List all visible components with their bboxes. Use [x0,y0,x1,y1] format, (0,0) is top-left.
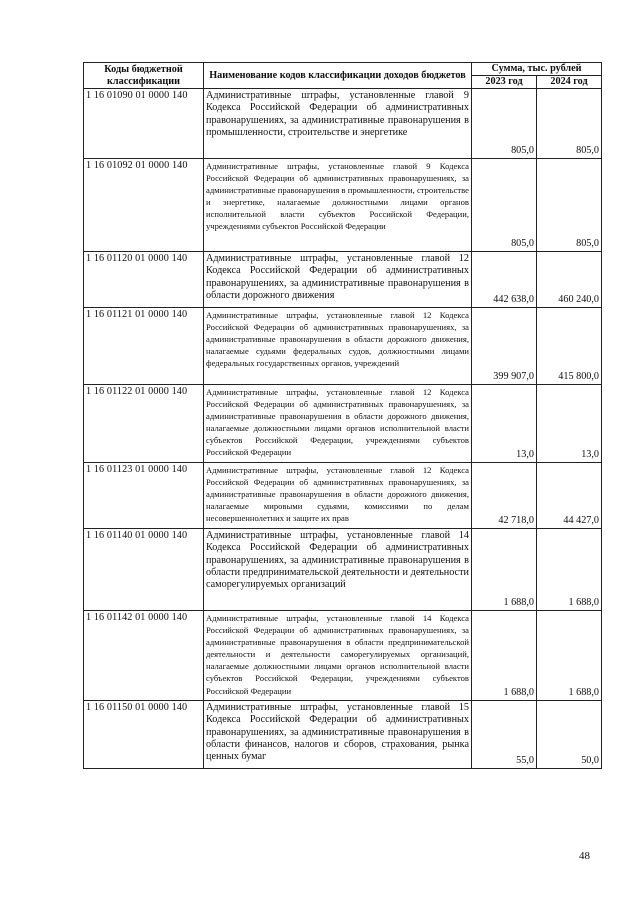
row-value-2023: 1 688,0 [472,529,537,611]
table-row [84,463,602,529]
row-name: Административные штрафы, установленные главой 12 Кодекса Российской Федерации об административных правонарушениях, за административные правонарушения в области дорожного движения, налагаемые мировыми судьями, комиссиями по делам несовершеннолетних и защите их прав [204,463,472,529]
row-value-2024: 1 688,0 [537,611,602,701]
table-row [84,385,602,463]
header-name: Наименование кодов классификации доходов бюджетов [204,63,472,89]
row-name: Административные штрафы, установленные главой 14 Кодекса Российской Федерации об административных правонарушениях, за административные правонарушения в области предпринимательской деятельности и деятельности саморегулируемых организаций, налагаемые должностными лицами органов исполнительной власти субъектов Российской Федерации, учреждениями субъектов Российской Федерации [204,611,472,701]
row-code: 1 16 01090 01 0000 140 [84,89,204,159]
row-value-2024: 415 800,0 [537,308,602,385]
row-code: 1 16 01122 01 0000 140 [84,385,204,463]
row-name: Административные штрафы, установленные главой 9 Кодекса Российской Федерации об административных правонарушениях, за административные правонарушения в промышленности, строительстве и энергетике [204,89,472,159]
row-code: 1 16 01140 01 0000 140 [84,529,204,611]
table-row [84,529,602,611]
row-code: 1 16 01142 01 0000 140 [84,611,204,701]
row-value-2024: 44 427,0 [537,463,602,529]
row-code: 1 16 01121 01 0000 140 [84,308,204,385]
table-row [84,308,602,385]
table-row [84,252,602,308]
row-value-2024: 50,0 [537,701,602,769]
table-row [84,611,602,701]
row-name: Административные штрафы, установленные главой 14 Кодекса Российской Федерации об административных правонарушениях, за административные правонарушения в области предпринимательской деятельности и деятельности саморегулируемых организаций [204,529,472,611]
row-value-2023: 13,0 [472,385,537,463]
header-year-2024: 2024 год [537,76,602,89]
row-code: 1 16 01150 01 0000 140 [84,701,204,769]
row-value-2023: 55,0 [472,701,537,769]
row-value-2023: 442 638,0 [472,252,537,308]
header-sum: Сумма, тыс. рублей [472,63,602,76]
budget-revenue-table [83,62,602,769]
row-code: 1 16 01092 01 0000 140 [84,159,204,252]
row-code: 1 16 01123 01 0000 140 [84,463,204,529]
row-name: Административные штрафы, установленные главой 12 Кодекса Российской Федерации об административных правонарушениях, за административные правонарушения в области дорожного движения, налагаемые судьями федеральных судов, должностными лицами федеральных государственных органов, учреждений [204,308,472,385]
row-name: Административные штрафы, установленные главой 12 Кодекса Российской Федерации об административных правонарушениях, за административные правонарушения в области дорожного движения, налагаемые должностными лицами органов исполнительной власти субъектов Российской Федерации, учреждениями субъектов Российской Федерации [204,385,472,463]
table-row [84,701,602,769]
row-value-2024: 460 240,0 [537,252,602,308]
row-code: 1 16 01120 01 0000 140 [84,252,204,308]
row-value-2024: 805,0 [537,159,602,252]
row-value-2023: 1 688,0 [472,611,537,701]
header-codes: Коды бюджетной классификации [84,63,204,89]
table-row [84,159,602,252]
row-value-2024: 1 688,0 [537,529,602,611]
row-name: Административные штрафы, установленные главой 9 Кодекса Российской Федерации об административных правонарушениях, за административные правонарушения в промышленности, строительстве и энергетике, налагаемые должностными лицами органов исполнительной власти субъектов Российской Федерации, учреждениями субъектов Российской Федерации [204,159,472,252]
row-value-2023: 399 907,0 [472,308,537,385]
row-value-2024: 805,0 [537,89,602,159]
table-row [84,89,602,159]
row-value-2023: 805,0 [472,159,537,252]
row-name: Административные штрафы, установленные главой 15 Кодекса Российской Федерации об административных правонарушениях, за административные правонарушения в области финансов, налогов и сборов, страхования, рынка ценных бумаг [204,701,472,769]
page-number: 48 [579,850,590,862]
row-value-2024: 13,0 [537,385,602,463]
row-value-2023: 805,0 [472,89,537,159]
row-name: Административные штрафы, установленные главой 12 Кодекса Российской Федерации об административных правонарушениях, за административные правонарушения в области дорожного движения [204,252,472,308]
row-value-2023: 42 718,0 [472,463,537,529]
header-year-2023: 2023 год [472,76,537,89]
